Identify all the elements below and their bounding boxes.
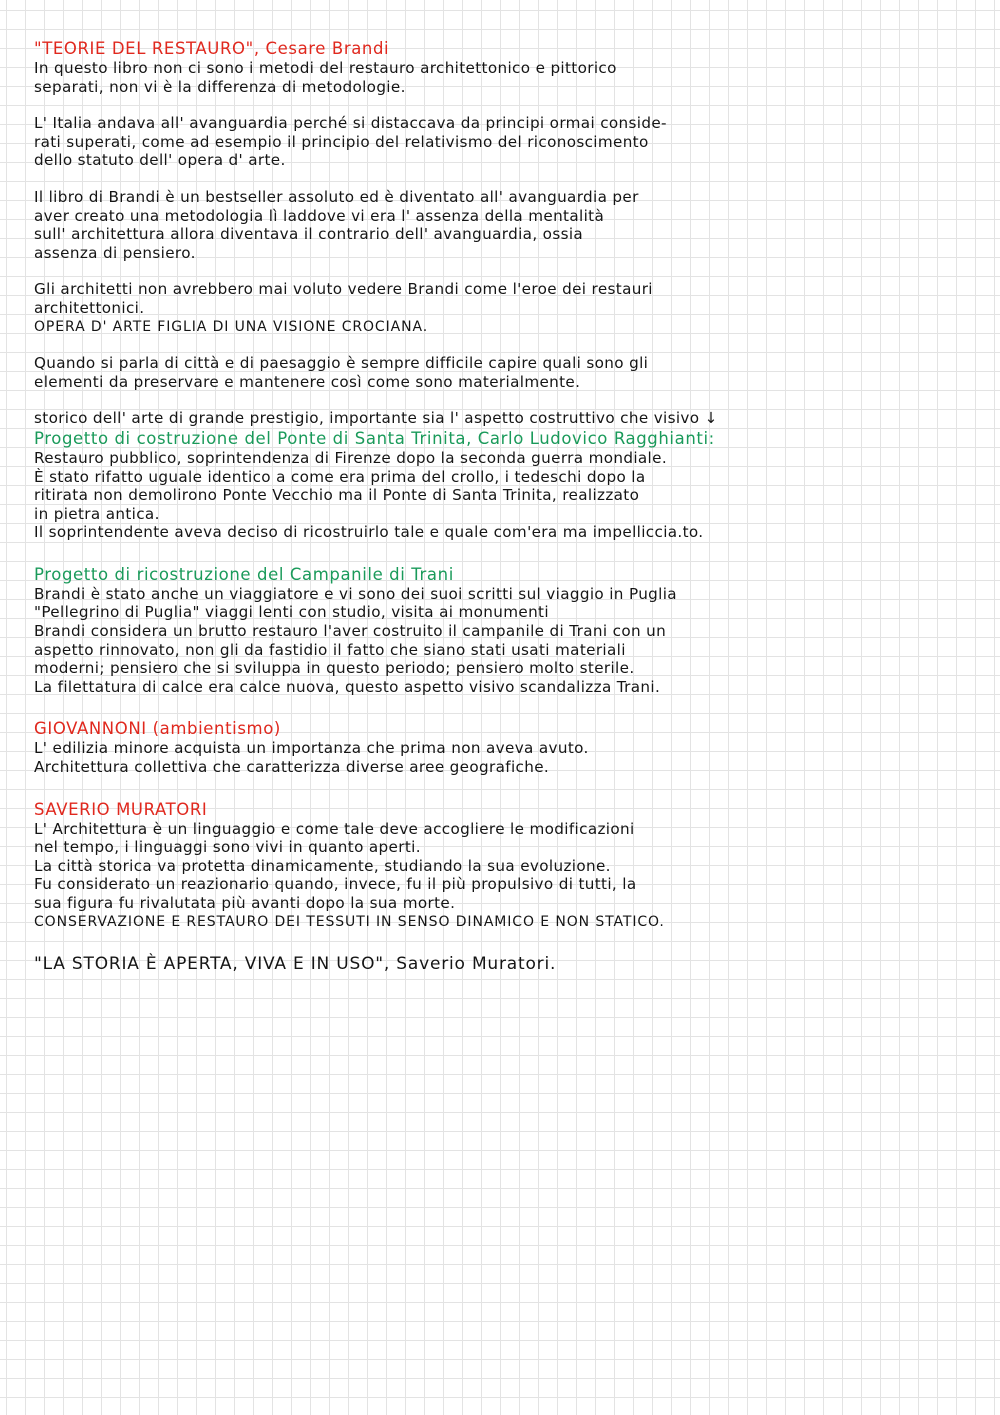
handwritten-notes xyxy=(34,38,984,975)
brandi-italia-line-2: rati superati, come ad esempio il principio del relativismo del riconoscimento xyxy=(34,132,649,151)
brandi-italia-line-1: L' Italia andava all' avanguardia perché si distaccava da principi ormai conside- xyxy=(34,114,667,133)
giovannoni-line-1: L' edilizia minore acquista un importanza che prima non aveva avuto. xyxy=(34,739,589,758)
trani-line-2: "Pellegrino di Puglia" viaggi lenti con studio, visita ai monumenti xyxy=(34,603,549,622)
brandi-architetti-line-3: OPERA D' ARTE FIGLIA DI UNA VISIONE CROCIANA. xyxy=(34,318,429,335)
trani-heading: Progetto di ricostruzione del Campanile di Trani xyxy=(34,564,454,584)
giovannoni-line-2: Architettura collettiva che caratterizza diverse aree geografiche. xyxy=(34,758,550,777)
muratori-line-5: sua figura fu rivalutata più avanti dopo la sua morte. xyxy=(34,894,456,912)
brandi-libro-line-3: sull' architettura allora diventava il contrario dell' avanguardia, ossia xyxy=(34,225,584,244)
ponte-line-2: È stato rifatto uguale identico a come era prima del crollo, i tedeschi dopo la xyxy=(34,467,646,486)
muratori-quote: "LA STORIA È APERTA, VIVA E IN USO", Saverio Muratori. xyxy=(34,954,557,975)
muratori-line-2: nel tempo, i linguaggi sono vivi in quanto aperti. xyxy=(34,838,421,857)
muratori-line-4: Fu considerato un reazionario quando, invece, fu il più propulsivo di tutti, la xyxy=(34,875,637,894)
muratori-line-1: L' Architettura è un linguaggio e come tale deve accogliere le modificazioni xyxy=(34,819,635,838)
brandi-storico-line: storico dell' arte di grande prestigio, importante sia l' aspetto costruttivo che visivo ↓ xyxy=(34,409,718,428)
brandi-heading: "TEORIE DEL RESTAURO", Cesare Brandi xyxy=(34,39,390,58)
ponte-heading: Progetto di costruzione del Ponte di Santa Trinita, Carlo Ludovico Ragghianti: xyxy=(34,428,715,448)
brandi-italia-line-3: dello statuto dell' opera d' arte. xyxy=(34,151,286,170)
brandi-citta-line-1: Quando si parla di città e di paesaggio è sempre difficile capire quali sono gli xyxy=(34,354,649,373)
brandi-architetti-line-1: Gli architetti non avrebbero mai voluto vedere Brandi come l'eroe dei restauri xyxy=(34,280,653,299)
brandi-intro-line-2: separati, non vi è la differenza di metodologie. xyxy=(34,77,406,96)
trani-line-3: Brandi considera un brutto restauro l'aver costruito il campanile di Trani con un xyxy=(34,622,667,641)
ponte-line-1: Restauro pubblico, soprintendenza di Firenze dopo la seconda guerra mondiale. xyxy=(34,448,667,467)
brandi-libro-line-1: Il libro di Brandi è un bestseller assoluto ed è diventato all' avanguardia per xyxy=(34,187,639,206)
brandi-citta-line-2: elementi da preservare e mantenere così come sono materialmente. xyxy=(34,372,581,391)
trani-line-5: moderni; pensiero che si sviluppa in questo periodo; pensiero molto sterile. xyxy=(34,659,635,678)
muratori-heading: SAVERIO MURATORI xyxy=(34,799,208,819)
muratori-line-3: La città storica va protetta dinamicamente, studiando la sua evoluzione. xyxy=(34,856,611,875)
brandi-architetti-line-2: architettonici. xyxy=(34,298,145,317)
ponte-line-4: in pietra antica. xyxy=(34,504,160,523)
ponte-line-5: Il soprintendente aveva deciso di ricostruirlo tale e quale com'era ma impelliccia.to. xyxy=(34,523,704,542)
trani-line-1: Brandi è stato anche un viaggiatore e vi sono dei suoi scritti sul viaggio in Puglia xyxy=(34,584,677,603)
brandi-libro-line-4: assenza di pensiero. xyxy=(34,243,196,262)
trani-line-4: aspetto rinnovato, non gli da fastidio il fatto che siano stati usati materiali xyxy=(34,640,626,659)
muratori-line-6: CONSERVAZIONE E RESTAURO DEI TESSUTI IN SENSO DINAMICO E NON STATICO. xyxy=(34,913,665,930)
brandi-intro-line-1: In questo libro non ci sono i metodi del restauro architettonico e pittorico xyxy=(34,59,617,77)
ponte-line-3: ritirata non demolirono Ponte Vecchio ma il Ponte di Santa Trinita, realizzato xyxy=(34,486,640,505)
trani-line-6: La filettatura di calce era calce nuova, questo aspetto visivo scandalizza Trani. xyxy=(34,677,661,696)
brandi-libro-line-2: aver creato una metodologia lì laddove vi era l' assenza della mentalità xyxy=(34,206,605,225)
giovannoni-heading: GIOVANNONI (ambientismo) xyxy=(34,719,281,739)
